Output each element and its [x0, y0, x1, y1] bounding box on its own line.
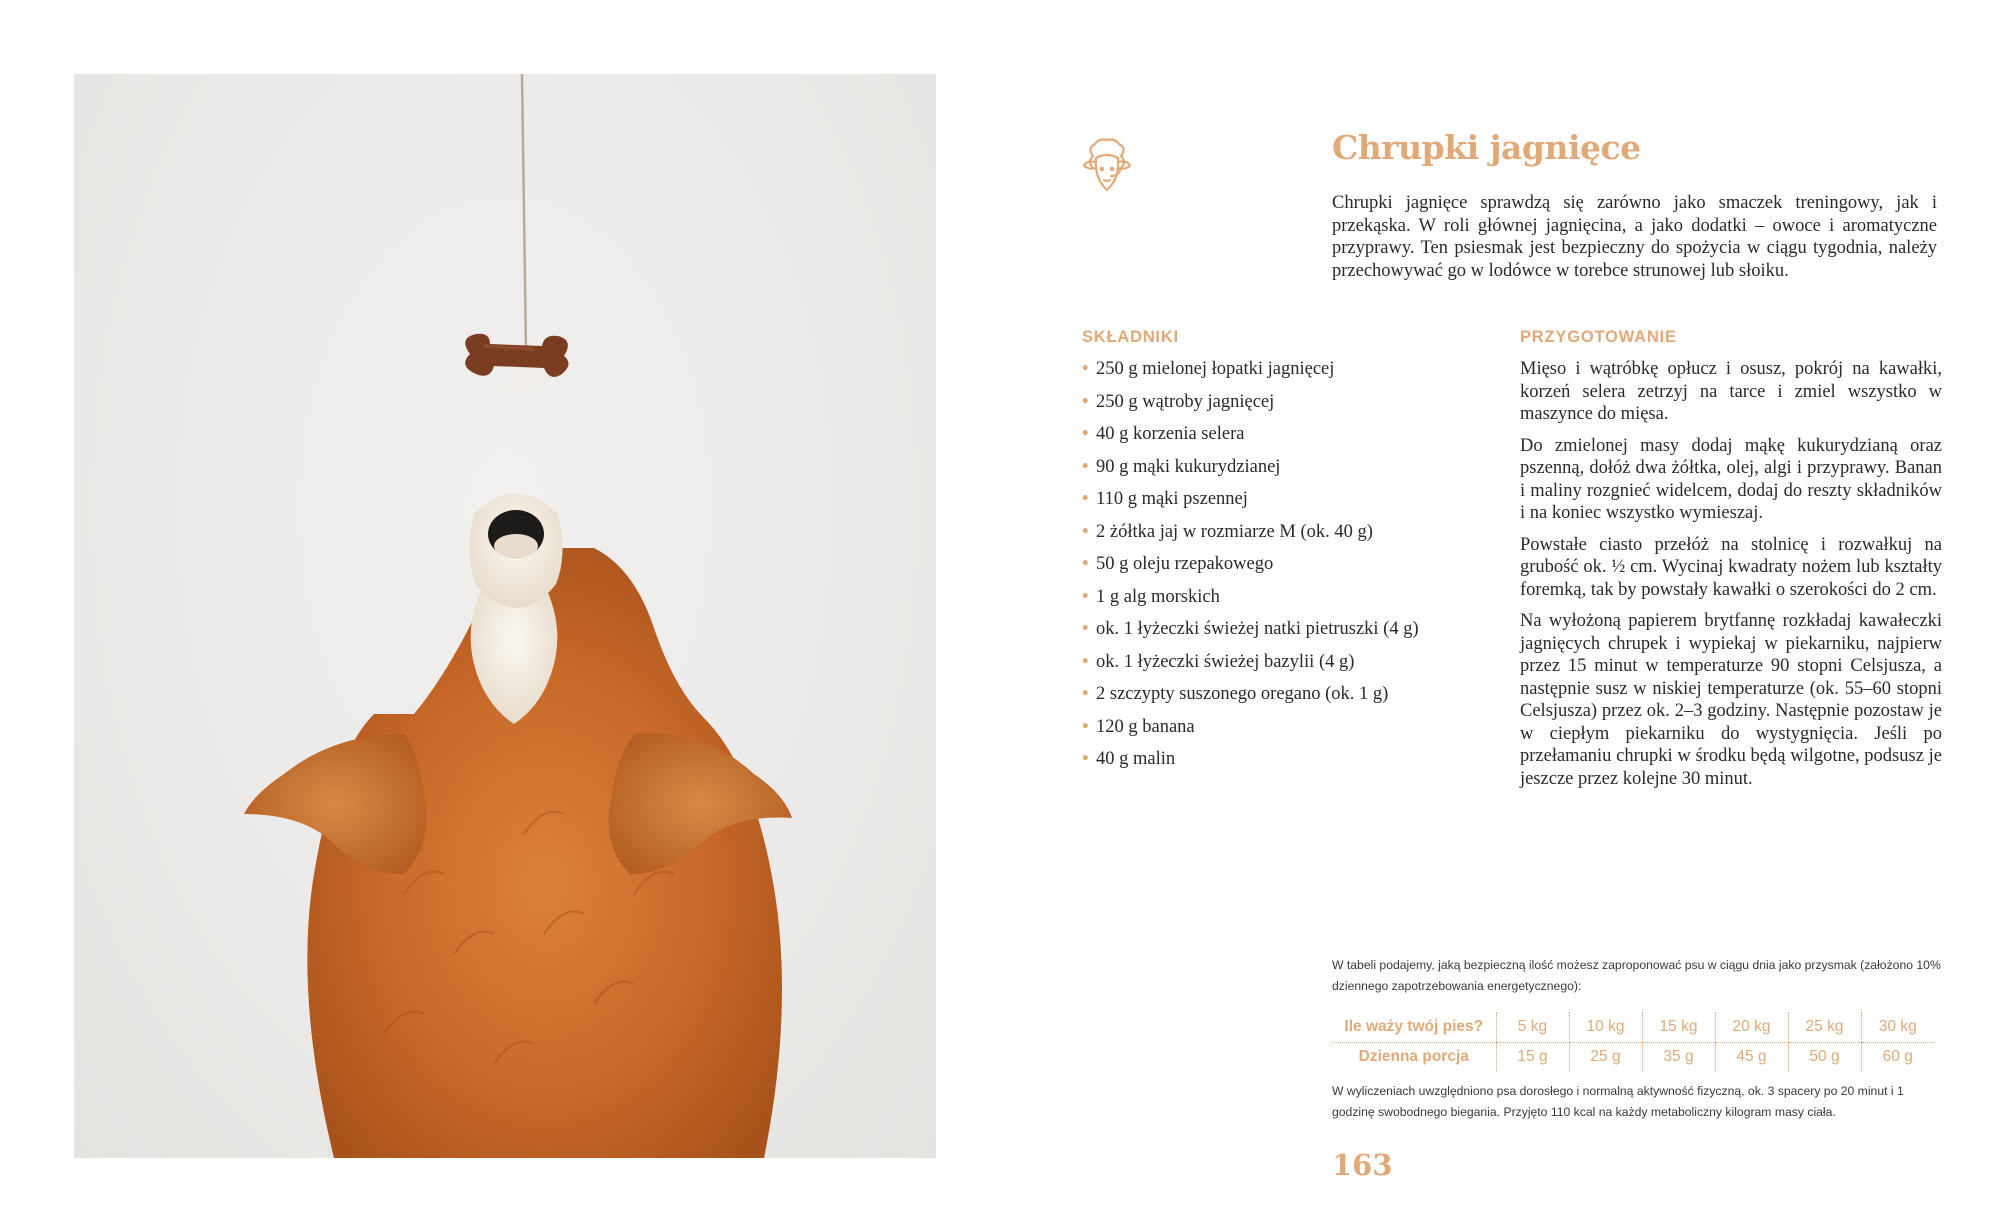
ingredient-item: • 250 g mielonej łopatki jagnięcej	[1082, 359, 1335, 379]
weight-row-label: Ile waży twój pies?	[1332, 1012, 1496, 1042]
ingredients-list	[1082, 358, 1419, 781]
preparation-step: Do zmielonej masy dodaj mąkę kukurydzianą oraz pszenną, dołóż dwa żółtka, olej, algi i przyprawy. Banan i maliny rozgnieć widelcem, dodaj do reszty składników i na koniec wszystko wymieszaj.	[1520, 435, 1942, 523]
bullet-icon: •	[1082, 424, 1089, 444]
ingredient-item: • 1 g alg morskich	[1082, 586, 1220, 607]
ingredient-item: • 2 szczypty suszonego oregano (ok. 1 g)	[1082, 684, 1389, 704]
bullet-icon: •	[1082, 619, 1089, 639]
table-note: W tabeli podajemy, jaką bezpieczną ilość możesz zaproponować psu w ciągu dnia jako przysmak (założono 10% dziennego zapotrzebowania energetycznego):	[1332, 958, 1941, 993]
ingredient-item: • ok. 1 łyżeczki świeżej bazylii (4 g)	[1082, 651, 1355, 672]
sheep-icon	[1078, 138, 1136, 196]
portion-cell: 45 g	[1715, 1042, 1788, 1072]
ingredient-item: • 120 g banana	[1082, 716, 1195, 737]
ingredient-item: • 250 g wątroby jagnięcej	[1082, 391, 1275, 412]
portion-cell: 60 g	[1861, 1042, 1934, 1072]
ingredients-heading: SKŁADNIKI	[1082, 328, 1180, 346]
bullet-icon: •	[1082, 651, 1089, 672]
dog-photo	[74, 74, 936, 1158]
bullet-icon: •	[1082, 489, 1089, 509]
bullet-icon: •	[1082, 586, 1089, 607]
ingredient-item: • 50 g oleju rzepakowego	[1082, 554, 1274, 574]
preparation-step: Na wyłożoną papierem brytfannę rozkładaj kawałeczki jagnięcych chrupek i wypiekaj w piekarniku, najpierw przez 15 minut w temperaturze 90 stopni Celsjusza, a następnie susz w niskiej temperaturze (ok. 55–60 stopni Celsjusza) przez ok. 2–3 godziny. Następnie pozostaw je w ciepłym piekarniku do wystygnięcia. Jeśli po przełamaniu chrupki w środku będą wilgotne, podsusz je jeszcze przez kolejne 30 minut.	[1520, 611, 1942, 789]
portion-row-label: Dzienna porcja	[1358, 1048, 1469, 1066]
portion-cell: 35 g	[1642, 1042, 1715, 1072]
recipe-title: Chrupki jagnięce	[1332, 128, 1641, 167]
weight-cell: 30 kg	[1861, 1012, 1934, 1042]
ingredient-item: • 90 g mąki kukurydzianej	[1082, 456, 1281, 477]
weight-cell: 15 kg	[1642, 1012, 1715, 1042]
preparation-step: Mięso i wątróbkę opłucz i osusz, pokrój na kawałki, korzeń selera zetrzyj na tarce i zmiel wszystko w maszynce do mięsa.	[1520, 359, 1942, 424]
string	[522, 74, 526, 352]
preparation-step: Powstałe ciasto przełóż na stolnicę i rozwałkuj na grubość ok. ½ cm. Wycinaj kwadraty nożem lub kształty foremką, tak by powstały kawałki o szerokości do 2 cm.	[1520, 534, 1942, 600]
page-number: 163	[1332, 1148, 1393, 1182]
ingredient-item: • 40 g korzenia selera	[1082, 424, 1245, 444]
bullet-icon: •	[1082, 716, 1089, 737]
recipe-intro: Chrupki jagnięce sprawdzą się zarówno jako smaczek treningowy, jak i przekąska. W roli głównej jagnięcina, a jako dodatki – owoce i aromatyczne przyprawy. Ten psiesmak jest bezpieczny do spożycia w ciągu tygodnia, należy przechowywać go w lodówce w torebce strunowej lub słoiku.	[1332, 193, 1937, 281]
preparation-steps	[1520, 358, 1942, 799]
preparation-heading: PRZYGOTOWANIE	[1520, 328, 1677, 346]
ingredient-item: • 2 żółtka jaj w rozmiarze M (ok. 40 g)	[1082, 521, 1373, 542]
weight-cell: 10 kg	[1569, 1012, 1642, 1042]
bullet-icon: •	[1082, 554, 1089, 574]
bullet-icon: •	[1082, 456, 1089, 477]
calculation-note: W wyliczeniach uwzględniono psa dorosłego i normalną aktywność fizyczną, ok. 3 spacery po 20 minut i 1 godzinę swobodnego biegania. Przyjęto 110 kcal na każdy metaboliczny kilogram masy ciała.	[1332, 1084, 1904, 1119]
weight-cell: 25 kg	[1788, 1012, 1861, 1042]
ingredient-item: • ok. 1 łyżeczki świeżej natki pietruszki (4 g)	[1082, 619, 1419, 639]
bullet-icon: •	[1082, 521, 1089, 542]
bone-treat	[465, 334, 568, 377]
bullet-icon: •	[1082, 749, 1089, 769]
bullet-icon: •	[1082, 359, 1089, 379]
ingredient-item: • 110 g mąki pszennej	[1082, 489, 1248, 509]
bullet-icon: •	[1082, 684, 1089, 704]
portion-cell: 50 g	[1788, 1042, 1861, 1072]
portion-row	[1332, 1042, 1934, 1072]
weight-cell: 5 kg	[1496, 1012, 1569, 1042]
dog-treat-illustration	[74, 74, 936, 1158]
portion-table	[1332, 1012, 1934, 1072]
ingredient-item: • 40 g malin	[1082, 749, 1176, 769]
weight-cell: 20 kg	[1715, 1012, 1788, 1042]
portion-cell: 25 g	[1569, 1042, 1642, 1072]
portion-cell: 15 g	[1496, 1042, 1569, 1072]
bullet-icon: •	[1082, 391, 1089, 412]
weight-row	[1332, 1012, 1934, 1042]
